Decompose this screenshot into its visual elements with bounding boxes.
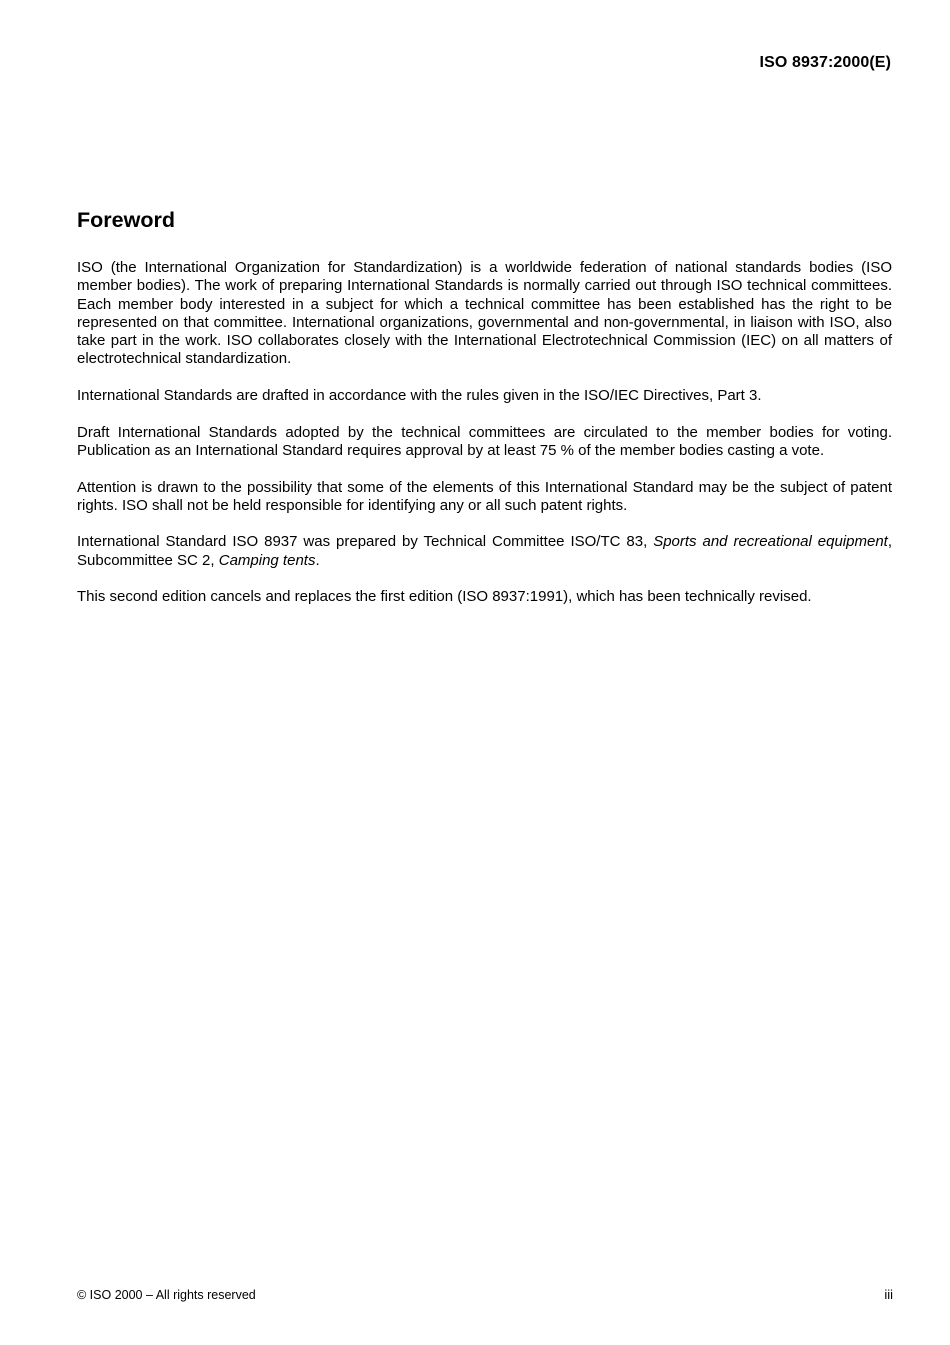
paragraph-edition-note: This second edition cancels and replaces the first edition (ISO 8937:1991), which has been technically revised. — [77, 588, 812, 606]
subcommittee-name: Camping tents — [218, 551, 316, 569]
paragraph-patent-rights: Attention is drawn to the possibility that some of the elements of this International Standard may be the subject of patent rights. ISO shall not be held responsible for identifying any or all such patent rights. — [77, 478, 892, 514]
preparation-middle: , Subcommittee SC 2, — [77, 533, 893, 569]
paragraph-voting: Draft International Standards adopted by the technical committees are circulated to the member bodies for voting. Publication as an International Standard requires approval by at least 75 % of the member bodies casting a vote. — [77, 423, 892, 459]
copyright-notice: © ISO 2000 – All rights reserved — [77, 1288, 256, 1302]
preparation-prefix: International Standard ISO 8937 was prepared by Technical Committee ISO/TC 83, — [77, 533, 654, 551]
paragraph-preparation — [77, 533, 892, 570]
section-title: Foreword — [77, 208, 175, 232]
document-reference: ISO 8937:2000(E) — [759, 54, 891, 71]
committee-name: Sports and recreational equipment — [653, 533, 888, 551]
foreword-body — [77, 259, 892, 625]
page-number: iii — [884, 1287, 893, 1302]
paragraph-iso-overview: ISO (the International Organization for Standardization) is a worldwide federation of national standards bodies (ISO member bodies). The work of preparing International Standards is normally carried out through ISO technical committees. Each member body interested in a subject for which a technical committee has been established has the right to be represented on that committee. International organizations, governmental and non-governmental, in liaison with ISO, also take part in the work. ISO collaborates closely with the International Electrotechnical Commission (IEC) on all matters of electrotechnical standardization. — [77, 259, 892, 368]
paragraph-directives: International Standards are drafted in accordance with the rules given in the ISO/IEC Directives, Part 3. — [77, 387, 762, 405]
preparation-suffix: . — [315, 551, 320, 569]
